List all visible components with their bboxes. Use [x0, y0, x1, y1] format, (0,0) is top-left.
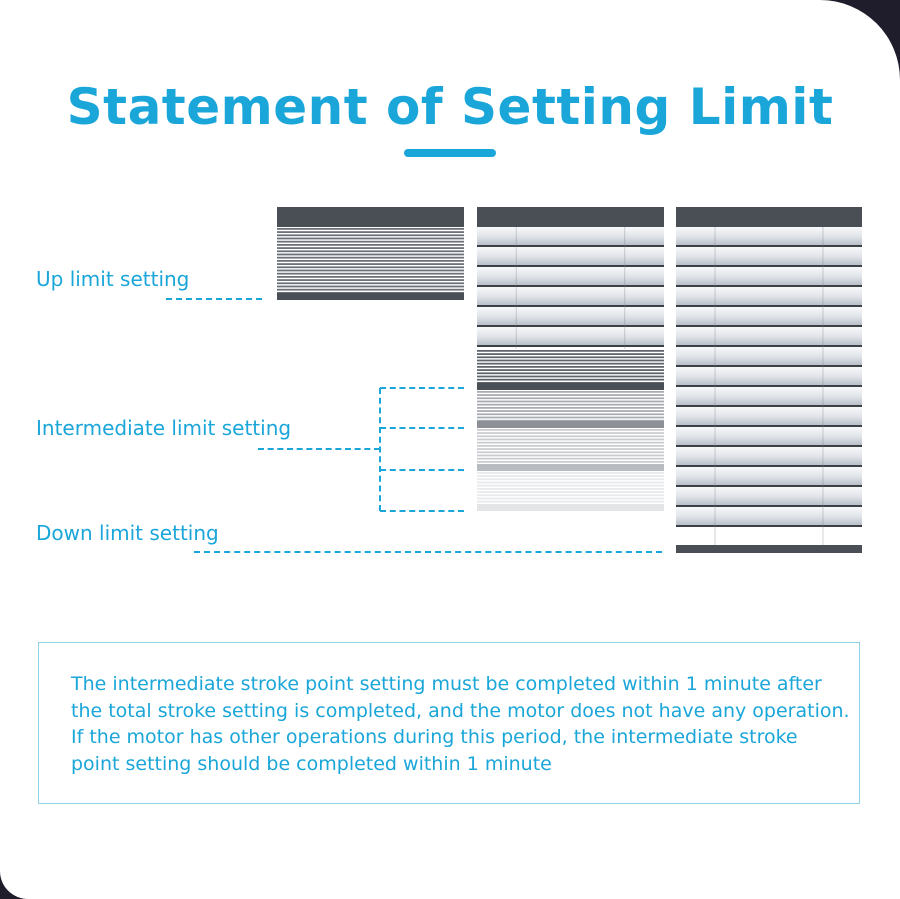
slat-line — [277, 250, 464, 252]
slat-edge — [676, 365, 862, 367]
slat-line — [477, 407, 664, 409]
slat-line — [477, 413, 664, 415]
up-limit-label: Up limit setting — [36, 267, 190, 291]
slat — [676, 267, 862, 285]
slat-edge — [477, 345, 664, 347]
intermediate-bracket — [379, 388, 381, 511]
intermediate-leader-1 — [380, 387, 464, 389]
slat-line — [477, 366, 664, 368]
slat-line — [477, 455, 664, 457]
slat-line — [277, 228, 464, 230]
slat-line — [277, 276, 464, 278]
slat-edge — [676, 385, 862, 387]
note-text: The intermediate stroke point setting must be completed within 1 minute after the total stroke setting is completed, and the motor does not have any operation. If the motor has other operations during this period, the intermediate stroke point setting should be completed within 1 minute — [71, 673, 850, 775]
slat — [676, 447, 862, 465]
slat — [676, 427, 862, 445]
down-limit-leader — [194, 551, 662, 553]
slat-edge — [477, 305, 664, 307]
slat-edge — [477, 265, 664, 267]
slat — [676, 387, 862, 405]
slat-line — [477, 472, 664, 474]
slat-edge — [676, 285, 862, 287]
slat-line — [477, 494, 664, 496]
slat-line — [277, 266, 464, 268]
slat-line — [477, 356, 664, 358]
slat-line — [477, 439, 664, 441]
blind-up-limit — [277, 207, 464, 300]
slat-line — [477, 391, 664, 393]
slat-line — [277, 286, 464, 288]
slat-line — [277, 270, 464, 272]
slat — [676, 367, 862, 385]
slat — [477, 267, 664, 285]
slat — [676, 307, 862, 325]
slat — [676, 507, 862, 525]
slat — [477, 307, 664, 325]
slat-line — [477, 350, 664, 352]
slat — [477, 327, 664, 345]
slat-line — [477, 360, 664, 362]
slat — [676, 247, 862, 265]
slat-line — [477, 376, 664, 378]
slat — [676, 347, 862, 365]
slat-line — [277, 254, 464, 256]
slat-line — [477, 491, 664, 493]
slat — [676, 407, 862, 425]
slat — [676, 467, 862, 485]
slat — [676, 487, 862, 505]
slat-line — [477, 485, 664, 487]
slat-line — [477, 478, 664, 480]
slat-edge — [676, 485, 862, 487]
slat-edge — [676, 345, 862, 347]
slat-edge — [676, 445, 862, 447]
intermediate-leader-4 — [380, 510, 464, 512]
slat-line — [477, 429, 664, 431]
slat-line — [477, 451, 664, 453]
slat-line — [277, 279, 464, 281]
slat-edge — [676, 425, 862, 427]
note-box — [38, 642, 860, 804]
slat-line — [477, 404, 664, 406]
slat-line — [477, 475, 664, 477]
slat — [477, 247, 664, 265]
slat-edge — [676, 325, 862, 327]
slat-line — [477, 417, 664, 419]
down-limit-label: Down limit setting — [36, 521, 219, 545]
slat — [676, 227, 862, 245]
slat-line — [477, 353, 664, 355]
intermediate-leader-2 — [380, 427, 464, 429]
slat-line — [277, 231, 464, 233]
slat-line — [277, 238, 464, 240]
slat-line — [477, 435, 664, 437]
slat-line — [277, 241, 464, 243]
slat — [676, 327, 862, 345]
slat-line — [277, 247, 464, 249]
blind-down-limit — [676, 207, 862, 553]
intermediate-leader-3 — [380, 469, 464, 471]
slat-line — [277, 257, 464, 259]
slat-line — [477, 461, 664, 463]
slat-edge — [676, 405, 862, 407]
slat-line — [477, 369, 664, 371]
slat-line — [477, 445, 664, 447]
slat-line — [277, 260, 464, 262]
slat-line — [477, 397, 664, 399]
slat-line — [477, 379, 664, 381]
intermediate-limit-label: Intermediate limit setting — [36, 416, 292, 440]
slat-line — [277, 289, 464, 291]
slat-line — [277, 263, 464, 265]
slat-line — [477, 432, 664, 434]
slat-edge — [676, 305, 862, 307]
slat-edge — [676, 245, 862, 247]
slat-edge — [477, 245, 664, 247]
slat-line — [477, 363, 664, 365]
slat-line — [477, 458, 664, 460]
slat-edge — [676, 465, 862, 467]
slat — [477, 287, 664, 305]
slat-line — [477, 501, 664, 503]
blind-intermediate — [477, 207, 664, 511]
slat-line — [477, 372, 664, 374]
intermediate-leader — [258, 448, 380, 450]
slat-edge — [676, 265, 862, 267]
slat-line — [477, 401, 664, 403]
slat-line — [477, 410, 664, 412]
slat-line — [477, 448, 664, 450]
slat-line — [277, 234, 464, 236]
slat-edge — [676, 505, 862, 507]
slat-line — [477, 482, 664, 484]
slat-line — [277, 282, 464, 284]
slat-line — [477, 488, 664, 490]
slat-line — [277, 244, 464, 246]
slat — [477, 227, 664, 245]
slat — [676, 287, 862, 305]
up-limit-leader — [166, 298, 262, 300]
slat-line — [477, 442, 664, 444]
slat-line — [477, 498, 664, 500]
slat-edge — [477, 325, 664, 327]
slat-edge — [477, 285, 664, 287]
slat-line — [277, 273, 464, 275]
slat-edge — [676, 525, 862, 527]
page-title: Statement of Setting Limit — [66, 78, 834, 136]
slat-line — [477, 394, 664, 396]
